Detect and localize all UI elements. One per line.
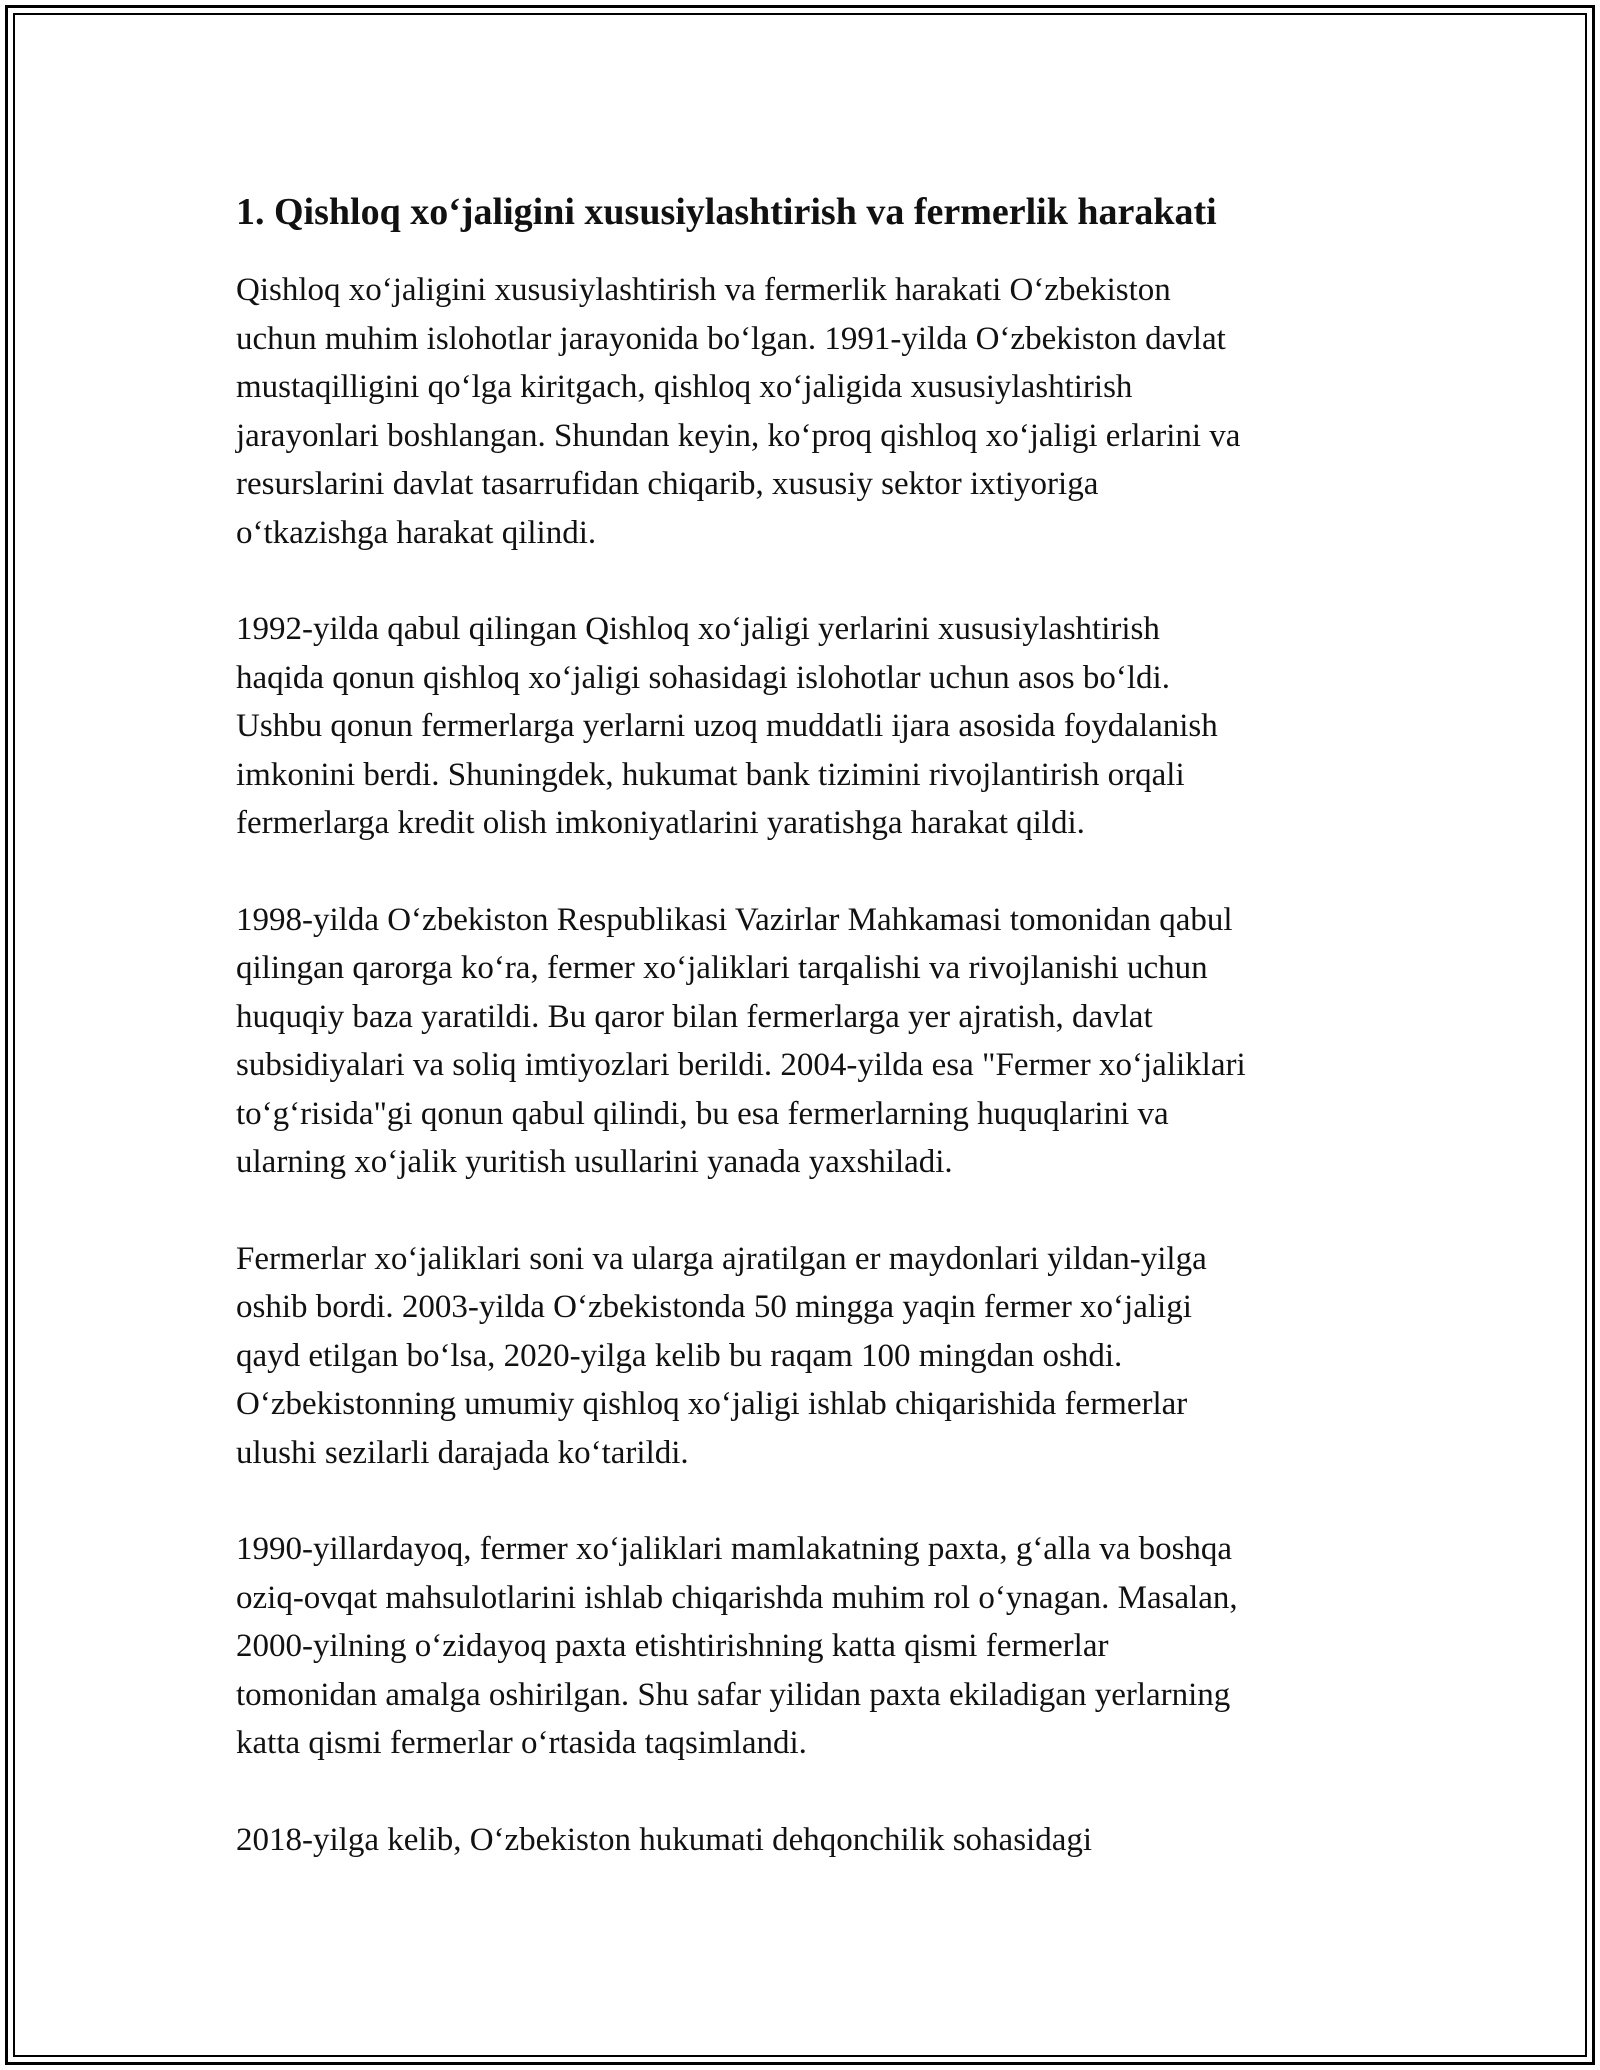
paragraph-line: 2000-yilning o‘zidayoq paxta etishtirishning katta qismi fermerlar xyxy=(236,1628,1109,1664)
paragraph-line: qayd etilgan bo‘lsa, 2020-yilga kelib bu raqam 100 mingdan oshdi. xyxy=(236,1337,1123,1374)
paragraph-line: 1992-yilda qabul qilingan Qishloq xo‘jaligi yerlarini xususiylashtirish xyxy=(236,611,1160,647)
paragraph xyxy=(236,1816,1366,1865)
paragraph-line: katta qismi fermerlar o‘rtasida taqsimlandi. xyxy=(236,1725,807,1761)
paragraph xyxy=(236,605,1366,848)
paragraph-line: Fermerlar xo‘jaliklari soni va ularga ajratilgan er maydonlari yildan-yilga xyxy=(236,1240,1207,1277)
paragraph-line: resurslarini davlat tasarrufidan chiqarib, xususiy sektor ixtiyoriga xyxy=(236,466,1099,502)
paragraph-line: O‘zbekistonning umumiy qishloq xo‘jaligi ishlab chiqarishida fermerlar xyxy=(236,1386,1188,1422)
document-body xyxy=(236,186,1366,1912)
paragraph-line: to‘g‘risida"gi qonun qabul qilindi, bu esa fermerlarning huquqlarini va xyxy=(236,1095,1169,1132)
paragraph-line: Ushbu qonun fermerlarga yerlarni uzoq muddatli ijara asosida foydalanish xyxy=(236,708,1218,744)
paragraph-line: 2018-yilga kelib, O‘zbekiston hukumati dehqonchilik sohasidagi xyxy=(236,1821,1093,1858)
paragraph-line: subsidiyalari va soliq imtiyozlari berildi. 2004-yilda esa "Fermer xo‘jaliklari xyxy=(236,1047,1246,1083)
paragraph-line: imkonini berdi. Shuningdek, hukumat bank tizimini rivojlantirish orqali xyxy=(236,756,1185,793)
paragraph xyxy=(236,266,1366,557)
paragraph xyxy=(236,896,1366,1187)
paragraph-line: fermerlarga kredit olish imkoniyatlarini yaratishga harakat qildi. xyxy=(236,805,1085,841)
paragraph-line: mustaqilligini qo‘lga kiritgach, qishloq xo‘jaligida xususiylashtirish xyxy=(236,369,1133,405)
paragraph-line: o‘tkazishga harakat qilindi. xyxy=(236,514,597,551)
paragraph-line: oziq-ovqat mahsulotlarini ishlab chiqarishda muhim rol o‘ynagan. Masalan, xyxy=(236,1579,1238,1616)
paragraph-line: 1990-yillardayoq, fermer xo‘jaliklari mamlakatning paxta, g‘alla va boshqa xyxy=(236,1531,1233,1567)
paragraph-line: huquqiy baza yaratildi. Bu qaror bilan fermerlarga yer ajratish, davlat xyxy=(236,998,1153,1035)
paragraph-line: jarayonlari boshlangan. Shundan keyin, ko‘proq qishloq xo‘jaligi erlarini va xyxy=(236,417,1241,454)
paragraph-line: Qishloq xo‘jaligini xususiylashtirish va fermerlik harakati O‘zbekiston xyxy=(236,272,1171,308)
paragraph-line: 1998-yilda O‘zbekiston Respublikasi Vazirlar Mahkamasi tomonidan qabul xyxy=(236,901,1233,938)
paragraph xyxy=(236,1525,1366,1768)
paragraph-line: tomonidan amalga oshirilgan. Shu safar yilidan paxta ekiladigan yerlarning xyxy=(236,1676,1231,1713)
section-heading: 1. Qishloq xo‘jaligini xususiylashtirish va fermerlik harakati xyxy=(236,191,1217,233)
paragraph-line: oshib bordi. 2003-yilda O‘zbekistonda 50 mingga yaqin fermer xo‘jaligi xyxy=(236,1289,1192,1325)
paragraph xyxy=(236,1235,1366,1478)
paragraph-line: ularning xo‘jalik yuritish usullarini yanada yaxshiladi. xyxy=(236,1144,953,1180)
paragraph-line: qilingan qarorga ko‘ra, fermer xo‘jaliklari tarqalishi va rivojlanishi uchun xyxy=(236,950,1208,986)
paragraph-line: uchun muhim islohotlar jarayonida bo‘lgan. 1991-yilda O‘zbekiston davlat xyxy=(236,320,1226,357)
paragraph-list xyxy=(236,266,1366,1864)
paragraph-line: haqida qonun qishloq xo‘jaligi sohasidagi islohotlar uchun asos bo‘ldi. xyxy=(236,659,1170,696)
paragraph-line: ulushi sezilarli darajada ko‘tarildi. xyxy=(236,1434,689,1471)
